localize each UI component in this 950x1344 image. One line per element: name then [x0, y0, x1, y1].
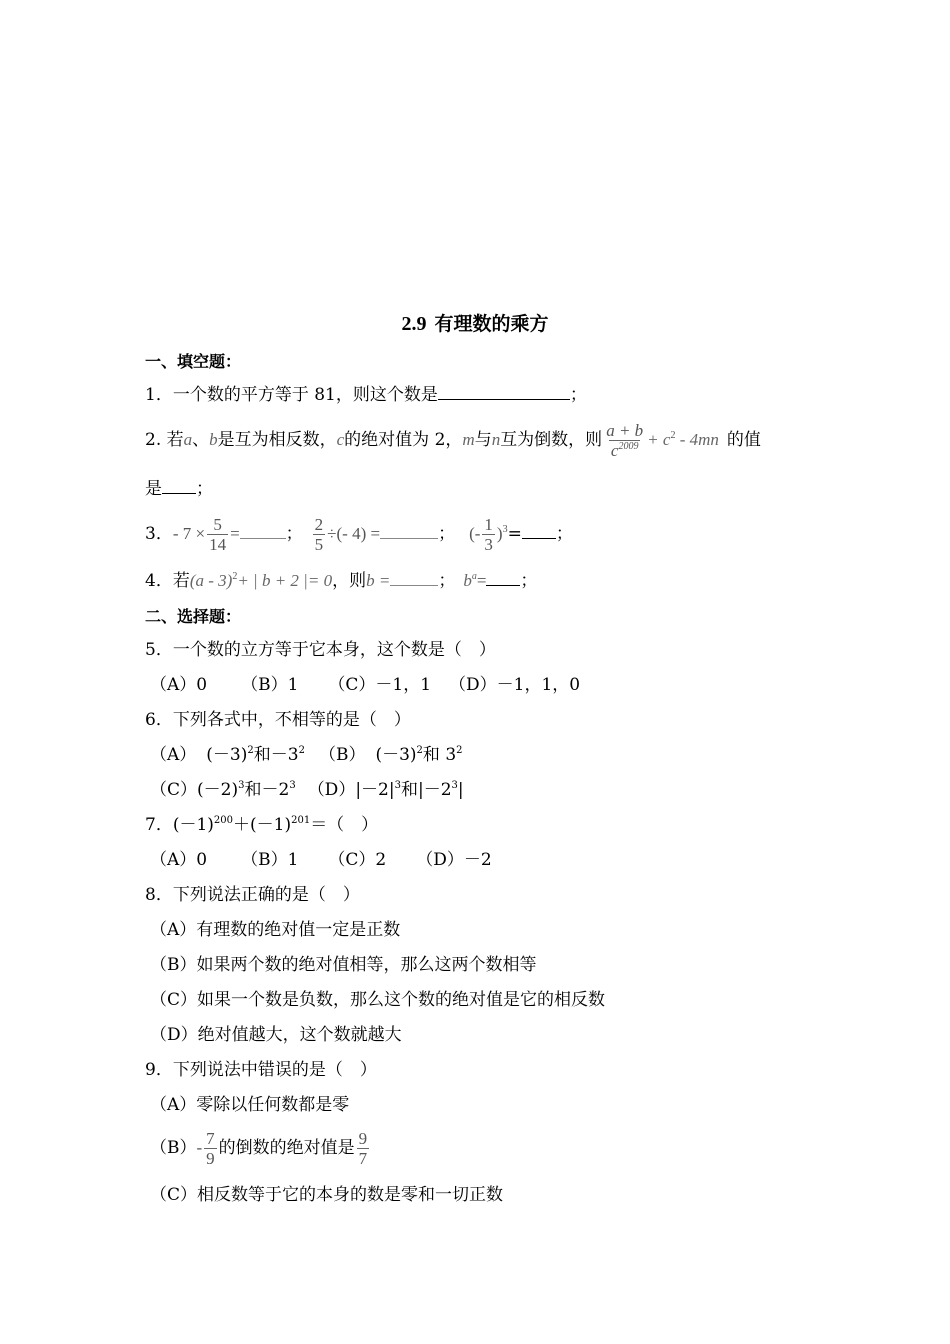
- q6-b-label: （B）: [318, 745, 366, 765]
- q6-b-term1: (－3): [375, 745, 417, 765]
- q7-equals: ＝（ ）: [310, 815, 379, 835]
- q1-end: ；: [569, 385, 587, 405]
- q9-b-fraction-2: [357, 1129, 370, 1168]
- q6-c-term2: 和－2: [244, 780, 290, 800]
- q3-expr1-fraction: [207, 515, 228, 554]
- q2-var-a: a: [183, 430, 193, 449]
- q2-var-b: b: [209, 430, 218, 449]
- q3-expr3-denominator: 3: [484, 535, 493, 554]
- q3-number: 3．: [145, 524, 173, 544]
- q2-tail-2: - 4mn: [675, 430, 719, 449]
- q6-d-term2: 和|－2: [400, 780, 452, 800]
- q6-a-term2: 和－3: [253, 745, 299, 765]
- q3-expr3-fraction: [482, 515, 495, 554]
- q4-expr-exponent: 2: [232, 571, 238, 582]
- q2-var-m: m: [462, 430, 475, 449]
- q2-tail-exponent: 2: [670, 430, 676, 441]
- question-5-options: [150, 674, 580, 696]
- q2-text-2: 是互为相反数，: [217, 430, 337, 450]
- question-9: 9．下列说法中错误的是（ ）: [145, 1060, 377, 1080]
- q2-text-6: 的值: [726, 430, 761, 450]
- q7-term1: 7．(－1): [145, 815, 214, 835]
- q3-blank-3[interactable]: [522, 524, 556, 539]
- q3-blank-1[interactable]: [240, 524, 286, 539]
- q7-term1-exp: 200: [213, 815, 233, 826]
- q4-b-equals: b =: [366, 571, 391, 590]
- q4-number: 4．若: [145, 571, 190, 591]
- q3-expr1-numerator: 5: [213, 515, 222, 534]
- question-8: 8．下列说法正确的是（ ）: [145, 885, 360, 905]
- q6-a-term1: (－3): [206, 745, 248, 765]
- q7-term2-exp: 201: [291, 815, 311, 826]
- q5-option-c[interactable]: （C）－1，1: [328, 675, 432, 695]
- question-4: [145, 570, 537, 592]
- q7-term2: ＋(－1): [233, 815, 292, 835]
- section-heading-fill-in: 一、填空题：: [145, 352, 242, 371]
- q4-then: ，则: [332, 571, 367, 591]
- q2-var-c: c: [336, 430, 345, 449]
- q6-a-term1-exp: 2: [247, 745, 254, 756]
- q6-option-c[interactable]: [150, 780, 296, 800]
- q6-b-term2-exp: 2: [456, 745, 463, 756]
- q2-line2-text: 是: [145, 479, 162, 499]
- q3-expr1-denominator: 14: [209, 535, 227, 554]
- q8-option-b[interactable]: （B）如果两个数的绝对值相等，那么这两个数相等: [150, 955, 537, 975]
- q9-b-frac1-numerator: 7: [206, 1129, 215, 1148]
- q2-text-4: 与: [474, 430, 492, 450]
- q9-option-c[interactable]: （C）相反数等于它的本身的数是零和一切正数: [150, 1185, 504, 1205]
- q2-tail: + c: [647, 430, 671, 449]
- q3-expr3-prefix: (-: [469, 524, 481, 543]
- question-2-line-2: [145, 478, 213, 500]
- q3-semicolon-1: ；: [285, 524, 303, 544]
- q3-expr2-denominator: 5: [314, 535, 324, 554]
- q3-end: ；: [555, 524, 573, 544]
- question-5: 5．一个数的立方等于它本身，这个数是（ ）: [145, 640, 496, 660]
- q2-end: ；: [196, 479, 213, 499]
- q7-option-a[interactable]: （A）0: [150, 850, 208, 870]
- q9-b-frac2-denominator: 7: [358, 1149, 368, 1168]
- q6-d-close: |: [457, 780, 464, 800]
- q2-text-3: 的绝对值为 2，: [344, 430, 463, 450]
- q8-option-c[interactable]: （C）如果一个数是负数，那么这个数的绝对值是它的相反数: [150, 990, 606, 1010]
- q3-expr3-close: ): [496, 524, 503, 543]
- question-6: 6．下列各式中，不相等的是（ ）: [145, 710, 411, 730]
- q3-expr1-equals: =: [230, 524, 240, 543]
- q9-b-frac1-denominator: 9: [206, 1149, 215, 1168]
- q6-a-term2-exp: 2: [298, 745, 305, 756]
- q9-b-frac2-numerator: 9: [358, 1129, 368, 1148]
- q4-blank-2[interactable]: [486, 571, 520, 586]
- section-heading-multiple-choice: 二、选择题：: [145, 607, 242, 626]
- q5-option-d[interactable]: （D）－1，1，0: [449, 675, 581, 695]
- question-6-options-cd: [150, 779, 464, 801]
- q9-option-a[interactable]: （A）零除以任何数都是零: [150, 1095, 350, 1115]
- q3-expr2-rest: ÷(- 4) =: [327, 524, 381, 543]
- q4-expr: (a - 3): [189, 571, 233, 590]
- q3-expr2-fraction: [313, 515, 326, 554]
- q6-a-label: （A）: [150, 745, 197, 765]
- question-7-options: [150, 849, 492, 871]
- q9-b-fraction-1: [204, 1129, 217, 1168]
- q9-b-label: （B）: [150, 1138, 197, 1158]
- q4-b-power-exponent: a: [471, 571, 477, 582]
- q9-b-minus: -: [196, 1138, 203, 1157]
- q6-d-term1-exp: 3: [394, 780, 401, 791]
- q6-d-term1: |－2|: [355, 780, 395, 800]
- q4-semicolon: ；: [438, 571, 456, 591]
- question-7: [145, 814, 378, 836]
- q7-option-b[interactable]: （B）1: [241, 850, 299, 870]
- q2-frac-den-exponent: 2009: [618, 441, 639, 452]
- q3-expr3-numerator: 1: [484, 515, 493, 534]
- q6-d-term2-exp: 3: [451, 780, 458, 791]
- q4-blank-1[interactable]: [390, 571, 438, 586]
- title-text: 有理数的乘方: [434, 313, 549, 335]
- q6-option-d[interactable]: [308, 780, 464, 800]
- q6-b-term2: 和 3: [422, 745, 457, 765]
- q1-answer-blank[interactable]: [438, 385, 570, 400]
- q6-d-label: （D）: [307, 780, 356, 800]
- q6-c-term1-exp: 3: [238, 780, 245, 791]
- q2-answer-blank[interactable]: [162, 479, 196, 494]
- q3-expr1-prefix: - 7 ×: [172, 524, 206, 543]
- q2-var-n: n: [491, 430, 501, 449]
- q6-option-a[interactable]: [150, 745, 305, 765]
- q3-semicolon-2: ；: [438, 524, 456, 544]
- q3-expr3-exponent: 3: [502, 524, 508, 535]
- q7-option-c[interactable]: （C）2: [328, 850, 387, 870]
- q4-end: ；: [520, 571, 538, 591]
- q2-fraction: [604, 421, 645, 460]
- q6-c-term1: (－2): [197, 780, 239, 800]
- q4-b-power-equals: =: [476, 571, 487, 590]
- q3-expr3-equals: =: [507, 524, 522, 544]
- q2-sep: 、: [192, 430, 210, 450]
- q1-text: 1．一个数的平方等于 81，则这个数是: [145, 385, 438, 405]
- q6-option-b[interactable]: [319, 745, 463, 765]
- q6-c-term2-exp: 3: [289, 780, 296, 791]
- q7-option-d[interactable]: （D）－2: [416, 850, 492, 870]
- q2-text-1: 2. 若: [145, 430, 184, 450]
- q5-option-a[interactable]: （A）0: [150, 675, 208, 695]
- q2-frac-denominator: c: [610, 441, 619, 460]
- q5-option-b[interactable]: （B）1: [241, 675, 299, 695]
- page-title: [0, 309, 950, 336]
- q9-b-text: 的倒数的绝对值是: [218, 1138, 355, 1158]
- q3-expr2-numerator: 2: [314, 515, 324, 534]
- q2-frac-numerator: a + b: [606, 421, 644, 440]
- q2-text-5: 互为倒数，则: [500, 430, 603, 450]
- question-2: [145, 420, 761, 460]
- q6-c-label: （C）: [150, 780, 198, 800]
- q8-option-a[interactable]: （A）有理数的绝对值一定是正数: [150, 920, 401, 940]
- question-6-options-ab: [150, 744, 463, 766]
- q4-b-power: b: [463, 571, 472, 590]
- q8-option-d[interactable]: （D）绝对值越大，这个数就越大: [150, 1025, 402, 1045]
- q9-option-b[interactable]: [150, 1126, 371, 1170]
- question-3: [145, 512, 573, 556]
- title-number: 2.9: [401, 313, 427, 335]
- q6-b-term1-exp: 2: [416, 745, 423, 756]
- question-1: [145, 384, 587, 406]
- q4-expr-2: + | b + 2 |= 0: [237, 571, 333, 590]
- q3-blank-2[interactable]: [380, 524, 438, 539]
